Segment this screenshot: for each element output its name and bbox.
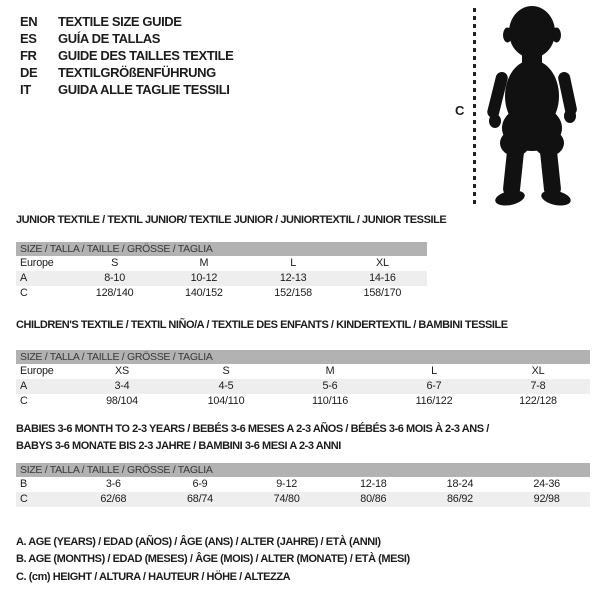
- height-cell: 104/110: [207, 395, 245, 407]
- table-row-age: [16, 271, 427, 286]
- height-c-label: C: [455, 103, 465, 118]
- legend-row-fr: [20, 47, 233, 64]
- row-label: A: [20, 272, 28, 284]
- height-cell: 80/86: [360, 493, 387, 505]
- height-cell: 128/140: [95, 287, 134, 299]
- size-cell: XL: [375, 257, 389, 269]
- footnotes: [16, 534, 410, 586]
- table-row-height: [16, 286, 427, 301]
- row-label: Europe: [20, 365, 54, 377]
- legend-row-es: [20, 30, 233, 47]
- size-cell: M: [325, 365, 335, 377]
- language-title: TEXTILGRÖßENFÜHRUNG: [58, 65, 216, 80]
- height-cell: 74/80: [273, 493, 300, 505]
- age-cell: 4-5: [218, 380, 234, 392]
- language-title: GUÍA DE TALLAS: [58, 31, 161, 46]
- height-dashed-line: [473, 8, 476, 206]
- babies-title-line-2: BABYS 3-6 MONATE BIS 2-3 JAHRE / BAMBINI 3-6 MESI A 2-3 ANNI: [16, 440, 341, 452]
- table-row-height: [16, 394, 590, 409]
- size-cell: L: [290, 257, 297, 269]
- row-label: C: [20, 395, 28, 407]
- language-title: TEXTILE SIZE GUIDE: [58, 14, 182, 29]
- age-cell: 18-24: [446, 478, 474, 490]
- size-cell: S: [111, 257, 119, 269]
- age-cell: 14-16: [369, 272, 396, 284]
- age-cell: 3-6: [105, 478, 121, 490]
- height-cell: 110/116: [311, 395, 349, 407]
- row-label: Europe: [20, 257, 54, 269]
- table-row-age: [16, 379, 590, 394]
- language-code: FR: [20, 48, 37, 63]
- row-label: B: [20, 478, 28, 490]
- legend-row-en: [20, 13, 233, 30]
- babies-title-line-1: BABIES 3-6 MONTH TO 2-3 YEARS / BEBÉS 3-6 MESES A 2-3 AÑOS / BÉBÉS 3-6 MOIS À 2-3 ANS /: [16, 423, 489, 435]
- size-table-junior: [16, 242, 427, 301]
- table-body: [16, 364, 590, 409]
- table-row-europe: [16, 256, 427, 271]
- height-cell: 68/74: [186, 493, 213, 505]
- row-label: C: [20, 287, 28, 299]
- size-header-bar: SIZE / TALLA / TAILLE / GRÖSSE / TAGLIA: [16, 463, 590, 477]
- age-cell: 9-12: [276, 478, 298, 490]
- age-cell: 5-6: [322, 380, 338, 392]
- size-cell: L: [431, 365, 437, 377]
- height-cell: 152/158: [274, 287, 312, 299]
- age-cell: 12-13: [279, 272, 307, 284]
- footnote-b: B. AGE (MONTHS) / EDAD (MESES) / ÂGE (MOIS) / ALTER (MONATE) / ETÀ (MESI): [16, 553, 410, 566]
- row-label: C: [20, 493, 28, 505]
- footnote-a: A. AGE (YEARS) / EDAD (AÑOS) / ÂGE (ANS) / ALTER (JAHRE) / ETÀ (ANNI): [16, 536, 381, 548]
- size-cell: XL: [531, 365, 545, 377]
- height-cell: 62/68: [100, 493, 127, 505]
- height-cell: 158/170: [363, 287, 402, 299]
- baby-silhouette-icon: [486, 4, 580, 208]
- height-cell: 116/122: [415, 395, 453, 407]
- table-row-age-months: [16, 477, 590, 492]
- row-label: A: [20, 380, 28, 392]
- legend-row-it: [20, 81, 233, 98]
- footnote-c: C. (cm) HEIGHT / ALTURA / HAUTEUR / HÖHE / ALTEZZA: [16, 570, 291, 583]
- age-cell: 10-12: [190, 272, 218, 284]
- size-table-babies: [16, 463, 590, 507]
- height-cell: 122/128: [519, 395, 557, 407]
- age-cell: 3-4: [114, 380, 130, 392]
- size-header-bar: SIZE / TALLA / TAILLE / GRÖSSE / TAGLIA: [16, 242, 427, 256]
- junior-table-title: JUNIOR TEXTILE / TEXTIL JUNIOR/ TEXTILE JUNIOR / JUNIORTEXTIL / JUNIOR TESSILE: [16, 214, 447, 226]
- height-cell: 92/98: [533, 493, 560, 505]
- table-row-height: [16, 492, 590, 507]
- age-cell: 8-10: [104, 272, 126, 284]
- age-cell: 12-18: [360, 478, 387, 490]
- age-cell: 6-7: [426, 380, 442, 392]
- size-header-bar: SIZE / TALLA / TAILLE / GRÖSSE / TAGLIA: [16, 350, 590, 364]
- language-code: IT: [20, 82, 31, 97]
- size-cell: XS: [114, 365, 129, 377]
- size-cell: M: [199, 257, 209, 269]
- size-cell: S: [222, 365, 230, 377]
- language-code: EN: [20, 14, 38, 29]
- language-legend: [20, 13, 233, 98]
- age-cell: 6-9: [192, 478, 208, 490]
- table-body: [16, 477, 590, 507]
- size-table-children: [16, 350, 590, 409]
- language-title: GUIDE DES TAILLES TEXTILE: [58, 48, 234, 63]
- language-code: DE: [20, 65, 38, 80]
- language-title: GUIDA ALLE TAGLIE TESSILI: [58, 82, 230, 97]
- table-body: [16, 256, 427, 301]
- height-cell: 140/152: [185, 287, 223, 299]
- children-table-title: CHILDREN'S TEXTILE / TEXTIL NIÑO/A / TEXTILE DES ENFANTS / KINDERTEXTIL / BAMBINI TESSILE: [16, 319, 508, 331]
- height-cell: 98/104: [106, 395, 138, 407]
- age-cell: 24-36: [533, 478, 560, 490]
- table-row-europe: [16, 364, 590, 379]
- babies-table-title: [16, 421, 489, 455]
- legend-row-de: [20, 64, 233, 81]
- language-code: ES: [20, 31, 37, 46]
- height-cell: 86/92: [446, 493, 473, 505]
- age-cell: 7-8: [530, 380, 546, 392]
